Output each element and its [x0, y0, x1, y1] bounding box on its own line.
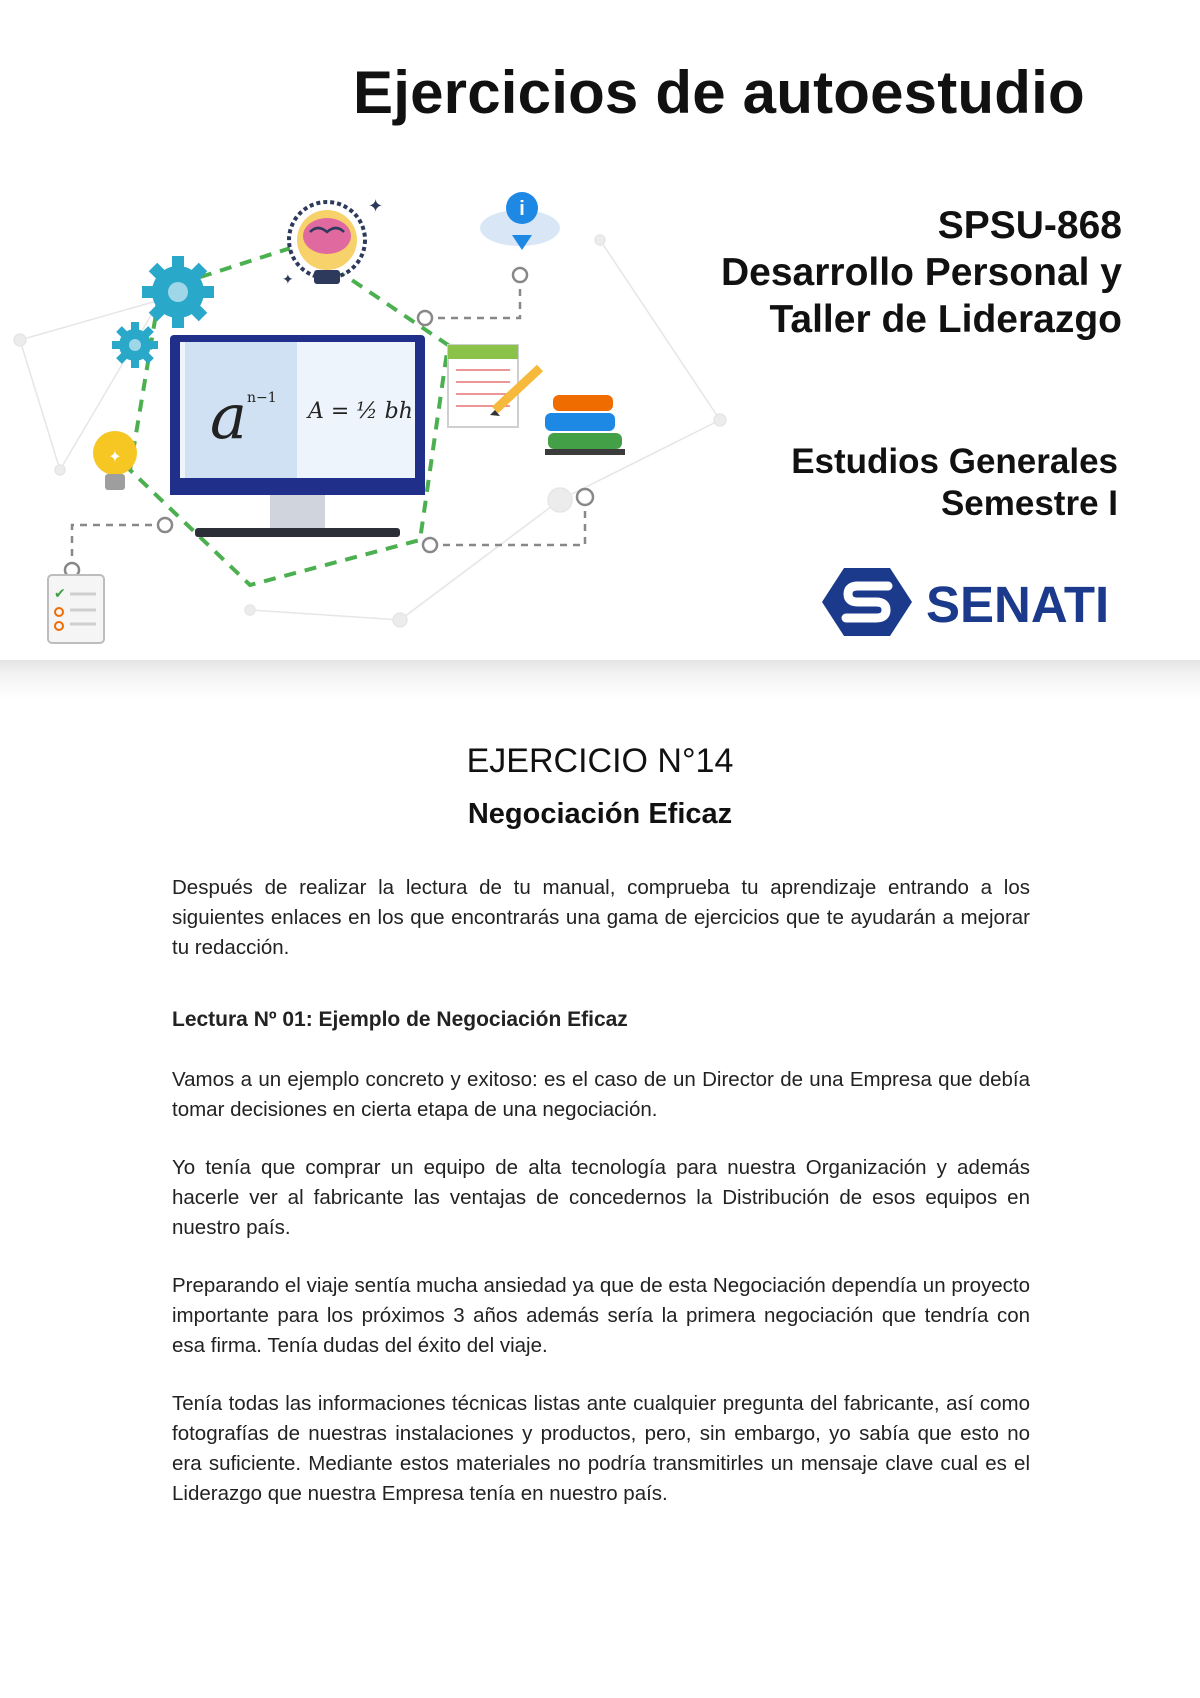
paragraph: Preparando el viaje sentía mucha ansiedad ya que de esta Negociación dependía un proyecto importante para los próximos 3 años además sería la primera negociación que tendría con esa firma. Tenía dudas del éxito del viaje. [172, 1274, 1030, 1357]
banner-illustration [0, 150, 800, 650]
monitor-icon [170, 335, 425, 537]
formula-area: A = ½ bh [308, 399, 413, 424]
course-info [721, 202, 1122, 343]
notepad-pencil-icon [448, 345, 540, 427]
logo-wordmark: SENATI [926, 576, 1110, 633]
svg-text:✔: ✔ [54, 585, 66, 601]
formula-exponent: a [210, 380, 247, 453]
gear-icon [112, 322, 158, 368]
program-name: Estudios Generales [791, 442, 1118, 481]
banner-title: Ejercicios de autoestudio [353, 59, 1085, 126]
formula-exponent-sup: n−1 [247, 390, 277, 406]
gear-icon [142, 256, 214, 328]
program-info [791, 441, 1118, 525]
brain-bulb-icon [282, 196, 383, 287]
reading-title: Lectura Nº 01: Ejemplo de Negociación Eficaz [172, 1008, 628, 1031]
course-name-line1: Desarrollo Personal y [720, 251, 1122, 294]
course-name-line2: Taller de Liderazgo [769, 298, 1122, 341]
senati-logo [822, 560, 1142, 645]
exercise-title: EJERCICIO N°14 [466, 742, 734, 780]
svg-text:✦: ✦ [108, 449, 122, 466]
paragraph: Tenía todas las informaciones técnicas listas ante cualquier pregunta del fabricante, así como fotografías de nuestras instalaciones y productos, pero, sin embargo, yo sabía que esto no era suficiente. Mediante estos materiales no podría transmitirles un mensaje clave cual es el Liderazgo que nuestra Empresa tenía en nuestro país. [172, 1392, 1030, 1505]
connector-line [425, 275, 520, 318]
paragraph: Vamos a un ejemplo concreto y exitoso: es el caso de un Director de una Empresa que debía tomar decisiones en cierta etapa de una negociación. [172, 1068, 1030, 1121]
svg-text:i: i [519, 198, 525, 220]
lightbulb-icon [93, 431, 137, 490]
books-icon [545, 395, 625, 455]
banner-shadow [0, 660, 1200, 700]
paragraph: Yo tenía que comprar un equipo de alta tecnología para nuestra Organización y además hacerle ver al fabricante las ventajas de concedernos la Distribución de esos equipos en nuestro país. [172, 1156, 1030, 1239]
checklist-icon [48, 575, 104, 643]
connector-line [72, 525, 165, 565]
senati-emblem-icon [822, 568, 912, 636]
exercise-subtitle: Negociación Eficaz [467, 798, 733, 830]
cloud-info-icon [480, 192, 560, 250]
intro-paragraph: Después de realizar la lectura de tu manual, comprueba tu aprendizaje entrando a los siguientes enlaces en los que encontrarás una gama de ejercicios que te ayudarán a mejorar tu redacción. [172, 876, 1030, 959]
course-code: SPSU-868 [937, 204, 1122, 247]
svg-text:✦: ✦ [368, 196, 384, 216]
svg-text:✦: ✦ [282, 271, 294, 287]
semester: Semestre I [940, 484, 1118, 523]
document-body [172, 873, 1030, 1537]
